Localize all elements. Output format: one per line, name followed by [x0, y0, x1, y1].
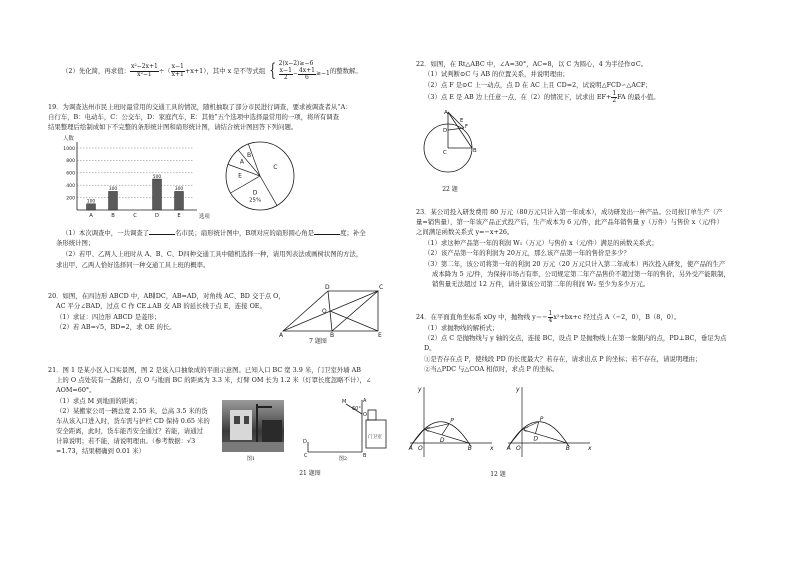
bar-B — [109, 191, 118, 210]
point-label-P: P — [450, 417, 454, 425]
q20-sub2: （2）若 AB=√5，BD=2，求 OE 的长。 — [56, 323, 176, 331]
bar-value-label: 300 — [108, 187, 118, 193]
q21-line2: 上的 O 点处装有一盏路灯，点 O 与地面 BC 的距离为 3.3 米，灯臂 OM 长为 1.2 米（灯罩长度忽略不计），∠ — [56, 376, 372, 384]
q23-line1: 23．某公司投入研发费用 80 万元（80万元只计入第一年成本），成功研发出一种产品。公司按订单生产（产 — [416, 208, 723, 216]
pie-label-C: C — [273, 163, 278, 171]
svg-text:D: D — [303, 439, 307, 445]
q24-sub2-1: （2）点 C 是抛物线与 y 轴的交点，连接 BC，设点 P 是抛物线上在第一象限内的点，PD⊥BC，垂足为点 — [424, 334, 727, 342]
q20-line2: AC 平分∠BAD，过点 C 作 CE⊥AB 交 AB 的延长线于点 E，连接 OE。 — [56, 302, 266, 310]
q19-sub2a: （2）若甲、乙两人上班时从 A、B、C、D四种交通工具中随机选择一种，请用列表法或画树状图的方法， — [62, 250, 363, 258]
svg-text:A: A — [279, 332, 284, 338]
bar-value-label: 500 — [152, 174, 162, 180]
q22-sub3: （3）点 E 是 AB 边上任意一点，在（2）的情况下，试求出 EF+ $\frac{1}{2}$ FA 的最小值。 — [424, 90, 660, 105]
svg-text:B: B — [363, 453, 367, 458]
q22-caption: 22 题 — [442, 186, 458, 193]
q21-sub2-1: （2）某搬家公司一辆总宽 2.55 米，总高 3.5 米的货 — [56, 407, 208, 415]
pie-label-D: D — [252, 189, 258, 197]
svg-text:D: D — [443, 128, 448, 134]
svg-text:A: A — [444, 110, 448, 116]
q23-line3: 之间满足函数关系式 y=−x+26。 — [416, 228, 514, 236]
q20-caption: 7 题图 — [309, 338, 327, 345]
y-tick-label: 400 — [66, 184, 75, 189]
q22-figure — [420, 108, 486, 188]
svg-text:E: E — [378, 332, 382, 338]
q22-sub1: （1）试判断⊙C 与 AB 的位置关系，并说明理由； — [424, 70, 569, 78]
point-label-y: y — [418, 386, 422, 393]
bar-D — [153, 179, 162, 210]
q23-sub1: （1）求这种产品第一年的利润 W₁（万元）与售价 x（元/件）满足的函数关系式； — [424, 239, 658, 247]
point-label-P: P — [539, 415, 544, 423]
svg-text:B: B — [330, 332, 335, 338]
x-tick-label: D — [155, 213, 159, 219]
point-label-O: O — [516, 445, 521, 452]
pie-label-E: E — [238, 172, 242, 180]
q24-sub2-3: ①是否存在点 P，使线段 PD 的长度最大？若存在，请求出点 P 的坐标；若不存在，请说明理由； — [424, 355, 702, 363]
segment-oe — [330, 311, 378, 331]
y-tick-label: 1000 — [63, 146, 75, 152]
segment-bc — [424, 429, 469, 443]
q21-line1: 21．图 1 是某小区入口实景图，图 2 是该入口抽象成的平面示意图。已知入口 BC 宽 3.9 米，门卫室外墙 AB — [48, 366, 361, 374]
q18-lead: （2）先化简，再求值： — [62, 66, 130, 75]
segment-df — [448, 128, 464, 130]
point-label-B: B — [565, 445, 570, 452]
fig2-label: 图2 — [338, 456, 348, 462]
svg-text:C: C — [304, 453, 308, 458]
q23-sub3-1: （3）第二年，该公司将第一年的利润 20 万元（20 万元只计入第二年成本）再次投入研发，使产品的生产 — [424, 260, 726, 268]
point-label-x: x — [490, 445, 494, 452]
bar-chart — [55, 134, 215, 226]
point-label-x: x — [588, 445, 592, 452]
inequality-system: { 2(x−2)≥−6 $\frac{x-1}{2}$ − $\frac{4x+1}{6}$ ≥−1 — [269, 59, 330, 81]
q21-caption: 21 题图 — [299, 470, 321, 477]
y-tick-label: 200 — [66, 196, 75, 202]
q18-fraction-1: $\frac{\text{x²−2x+1}}{\text{x²−1}}$ — [130, 63, 158, 78]
q24-sub2-4: ②当△PDC 与△COA 相似时，求点 P 的坐标。 — [424, 365, 559, 373]
y-tick-label: 800 — [66, 159, 75, 165]
pie-percent-label: 25% — [249, 197, 262, 204]
q24-figure-1 — [408, 385, 494, 459]
bar-value-label: 300 — [174, 187, 184, 193]
segment-ac — [511, 429, 522, 443]
q21-sub2-3: 安全距离，此时，货车能否安全通过？若能，请通过 — [56, 427, 203, 435]
q23-sub3-3: 销售量无法超过 12 万件，请计算该公司第二年的利润 W₂ 至少为多少万元。 — [432, 280, 650, 288]
q24-figure-2 — [506, 385, 592, 459]
q20-figure — [278, 282, 390, 338]
point-label-C: C — [524, 426, 529, 434]
point-label-C: C — [426, 426, 431, 434]
y-axis-label: 人数 — [63, 136, 74, 142]
q21-line3: AOM=60°。 — [56, 386, 96, 394]
q23-line2: 量=销售量），第一年该产品正式投产后，生产成本为 6 元/件，此产品年销售量 y（万件）与售价 x（元/件） — [416, 218, 724, 226]
q21-sub2-5: ≈1.73，结果精确到 0.01 米） — [56, 447, 146, 455]
entrance-diagram — [300, 396, 390, 458]
q19-sub2b: 求出甲、乙两人恰好选择同一种交通工具上班的概率。 — [56, 261, 210, 269]
q23-sub2: （2）该产品第一年的利润为 20万元，那么该产品第一年的售价是多少？ — [424, 249, 630, 257]
x-tick-label: A — [89, 213, 93, 219]
q18-fraction-2: $\frac{x-1}{x+1}$ — [171, 63, 184, 78]
q24-line1: 24．在平面直角坐标系 xOy 中，抛物线 y＝− $\frac{1}{4}$ x²+bx+c 经过点 A（−2，0），B（8，0）。 — [416, 310, 681, 325]
bar-A — [87, 204, 96, 210]
q20-line1: 20．如图，在四边形 ABCD 中，AB∥DC，AB=AD，对角线 AC、BD 交于点 O， — [48, 292, 285, 300]
q18-part2: （2）先化简，再求值： $\frac{\text{x²−2x+1}}{\text{x²−1}}$ ÷（ $\frac{x-1}{x+1}$ +x+1），其中 x 是不等式组 { 2(x−2)≥−6 $\frac{x-1}{2}$ − $\frac{4x+1}{6}$ ≥−1 的整数解。 — [62, 59, 362, 81]
svg-text:O: O — [363, 412, 367, 418]
pie-chart — [222, 138, 298, 214]
q22-line1: 22．如图，在 Rt△ABC 中，∠A=30°，AC=8，以 C 为圆心，4 为半径作⊙C。 — [416, 60, 648, 68]
svg-text:A: A — [363, 398, 367, 404]
gate-window — [368, 410, 376, 420]
q19-sub1: （1）本次调查中，一共调查了 名市民；扇形统计图中，B项对应的扇形圆心角是 度；补全 — [62, 229, 366, 237]
q21-sub1: （1）求点 M 到地面的距离； — [56, 397, 141, 405]
point-label-O: O — [418, 445, 423, 452]
x-axis-label: 选项 — [199, 214, 210, 220]
pie-label-B: B — [246, 151, 252, 159]
point-label-D: D — [439, 436, 445, 444]
svg-text:M: M — [342, 399, 347, 405]
q24-caption: 12 题 — [490, 471, 506, 478]
svg-text:60°: 60° — [352, 406, 361, 412]
x-tick-label: C — [133, 213, 137, 219]
q22-sub2: （2）点 F 是⊙C 上一动点，点 D 在 AC 上且 CD=2，试说明△FCD∽△ACF； — [424, 81, 652, 89]
bar-value-label: 100 — [86, 199, 96, 205]
q23-sub3-2: 成本降为 5 元/件，为保持市场占有率，公司规定第二年产品售价不超过第一年的售价，另外受产能限制， — [432, 270, 730, 278]
pie-label-A: A — [239, 158, 245, 166]
blank-angle — [314, 234, 340, 235]
segment-pd — [535, 422, 538, 434]
x-tick-label: E — [177, 213, 181, 219]
svg-text:F: F — [465, 124, 469, 130]
q21-sub2-2: 车从该入口进入时，货车需与护栏 CD 保持 0.65 米的 — [56, 417, 210, 425]
segment-ac — [413, 429, 424, 443]
svg-text:O: O — [322, 308, 327, 315]
gate-room — [366, 420, 386, 448]
point-label-A: A — [408, 445, 413, 452]
q19-sub1-cont: 条形统计图； — [56, 239, 95, 247]
q19-line1: 19．为调查达州市民上班时最常用的交通工具的情况，随机抽取了部分市民进行调查，要求被调查者从“A： — [48, 103, 352, 111]
blank-count — [149, 234, 175, 235]
q24-sub1: （1）求抛物线的解析式； — [424, 324, 499, 332]
q19-line2: 自行车，B：电动车，C：公交车，D：家庭汽车，E：其他”五个选项中选择最常用的一项，将所有调查 — [48, 113, 340, 121]
x-tick-label: B — [111, 213, 115, 219]
point-label-y: y — [516, 386, 520, 393]
fig1-label: 图1 — [246, 456, 256, 462]
point-label-A: A — [506, 445, 511, 452]
segment-bc — [522, 429, 567, 443]
bar-E — [175, 191, 184, 210]
gate-label: 门卫室 — [368, 435, 382, 440]
y-tick-label: 600 — [66, 171, 75, 177]
svg-text:D: D — [325, 284, 330, 291]
point-label-B: B — [467, 445, 472, 452]
svg-text:C: C — [379, 284, 384, 291]
point-label-D: D — [533, 435, 539, 443]
q21-sub2-4: 计算说明；若不能，请说明理由。（参考数据：√3 — [56, 437, 196, 445]
svg-text:E: E — [460, 118, 464, 124]
svg-text:B: B — [473, 148, 477, 154]
q19-line3: 结果整理后绘制成如下不完整的条形统计图和扇形统计图，请结合统计图回答下列问题。 — [48, 123, 298, 131]
svg-text:C: C — [443, 150, 447, 156]
q24-sub2-2: D。 — [424, 344, 436, 352]
entrance-photo — [222, 400, 284, 452]
q20-sub1: （1）求证：四边形 ABCD 是菱形； — [56, 313, 161, 321]
